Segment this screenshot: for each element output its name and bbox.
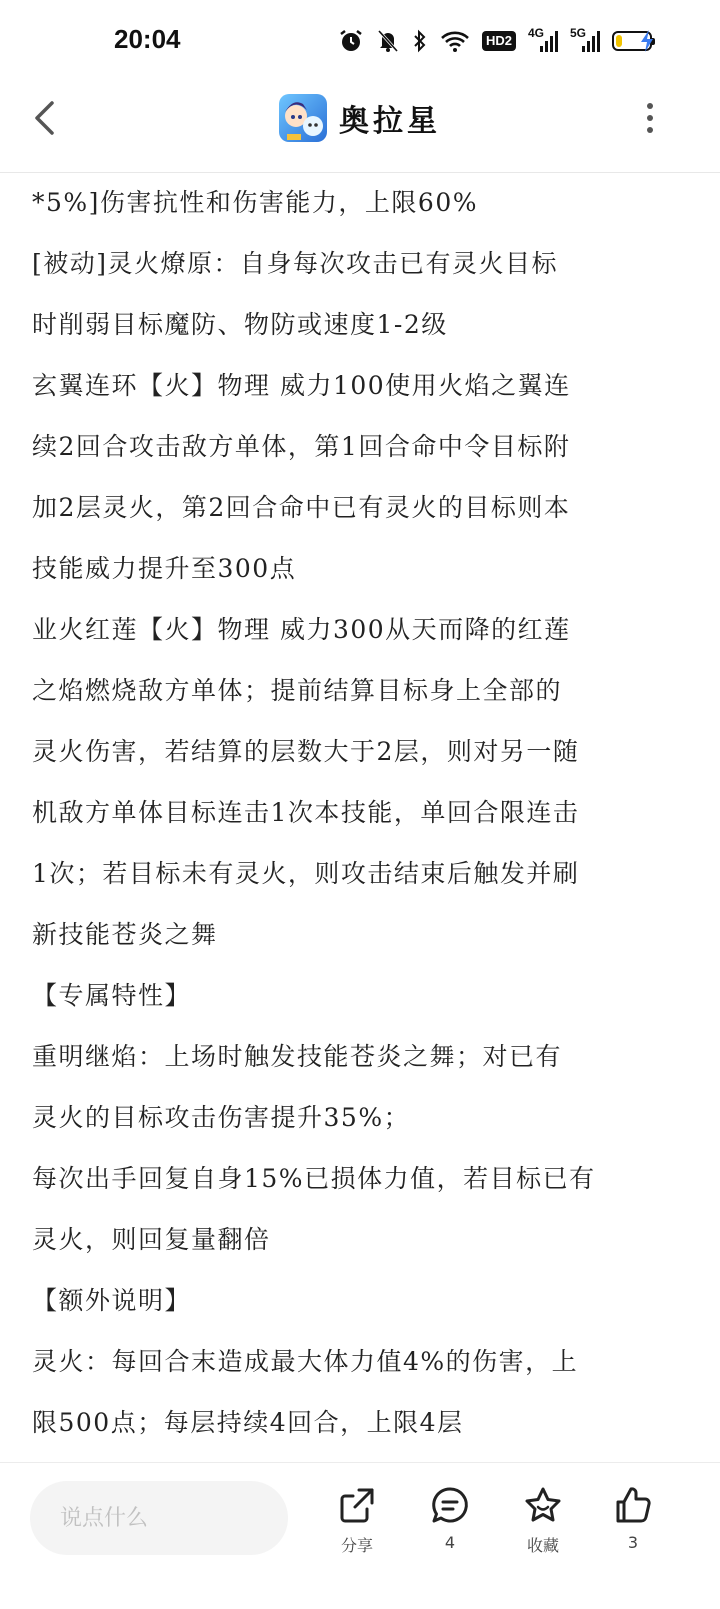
- more-vertical-icon: [647, 103, 653, 109]
- content-line: 1次；若目标未有灵火，则攻击结束后触发并刷: [32, 859, 580, 888]
- content-line: 续2回合攻击敌方单体，第1回合命中令目标附: [32, 432, 571, 461]
- content-line: 每次出手回复自身15%已损体力值，若目标已有: [32, 1164, 596, 1193]
- content-line: 业火红莲【火】物理 威力300从天而降的红莲: [32, 615, 571, 644]
- favorite-button[interactable]: [508, 1485, 578, 1565]
- bluetooth-icon: [412, 29, 428, 53]
- content-line: 重明继焰：上场时触发技能苍炎之舞；对已有: [32, 1042, 563, 1071]
- content-line: *5%]伤害抗性和伤害能力，上限60%: [32, 188, 478, 217]
- more-button[interactable]: [634, 94, 666, 142]
- content-line: 玄翼连环【火】物理 威力100使用火焰之翼连: [32, 371, 571, 400]
- content-line: 灵火：每回合末造成最大体力值4%的伤害，上: [32, 1347, 579, 1376]
- comment-icon: [430, 1485, 470, 1525]
- signal-icon: [570, 28, 600, 54]
- content-line: 灵火，则回复量翻倍: [32, 1225, 271, 1254]
- status-icons: [338, 26, 652, 56]
- more-vertical-icon-dot: [647, 115, 653, 121]
- section-heading: 【额外说明】: [32, 1286, 192, 1315]
- app-header: [0, 80, 720, 173]
- content-line: [被动]灵火燎原：自身每次攻击已有灵火目标: [32, 249, 559, 278]
- share-icon: [337, 1485, 377, 1525]
- comment-button[interactable]: [415, 1485, 485, 1565]
- mute-icon: [376, 28, 400, 54]
- battery-level: [616, 35, 622, 47]
- content-line: 加2层灵火，第2回合命中已有灵火的目标则本: [32, 493, 571, 522]
- like-button[interactable]: [598, 1485, 668, 1565]
- comment-input[interactable]: [30, 1481, 288, 1555]
- content-line: 限500点；每层持续4回合，上限4层: [32, 1408, 464, 1437]
- content-line: 灵火伤害，若结算的层数大于2层，则对另一随: [32, 737, 580, 766]
- wifi-icon: [440, 29, 470, 53]
- share-label: 分享: [340, 1536, 373, 1555]
- comment-count: 4: [444, 1533, 456, 1552]
- favorite-label: 收藏: [526, 1536, 559, 1555]
- status-time: 20:04: [114, 24, 181, 54]
- content-line: 之焰燃烧敌方单体；提前结算目标身上全部的: [32, 676, 563, 705]
- content-line: 灵火的目标攻击伤害提升35%；: [32, 1103, 411, 1132]
- star-icon: [523, 1485, 563, 1525]
- app-title: 奥拉星: [339, 104, 441, 139]
- app-title-group: [0, 90, 720, 146]
- section-heading: 【专属特性】: [32, 981, 192, 1010]
- share-button[interactable]: [322, 1485, 392, 1565]
- content-line: 新技能苍炎之舞: [32, 920, 218, 949]
- signal-icon: [528, 28, 558, 54]
- alarm-icon: [338, 28, 364, 54]
- content-line: 时削弱目标魔防、物防或速度1-2级: [32, 310, 448, 339]
- content-line: 机敌方单体目标连击1次本技能，单回合限连击: [32, 798, 580, 827]
- charging-icon: [640, 30, 654, 56]
- like-count: 3: [627, 1533, 639, 1552]
- content-line: 技能威力提升至300点: [32, 554, 297, 583]
- more-vertical-icon-dot: [647, 127, 653, 133]
- app-logo: [279, 94, 327, 142]
- network-type-label: 5G: [570, 26, 587, 40]
- hd-badge: HD2: [482, 31, 516, 51]
- thumbs-up-icon: [613, 1485, 653, 1525]
- status-bar: [0, 0, 720, 80]
- article-content: [32, 172, 682, 1462]
- network-type-label: 4G: [528, 26, 545, 40]
- bottom-action-bar: [0, 1462, 720, 1609]
